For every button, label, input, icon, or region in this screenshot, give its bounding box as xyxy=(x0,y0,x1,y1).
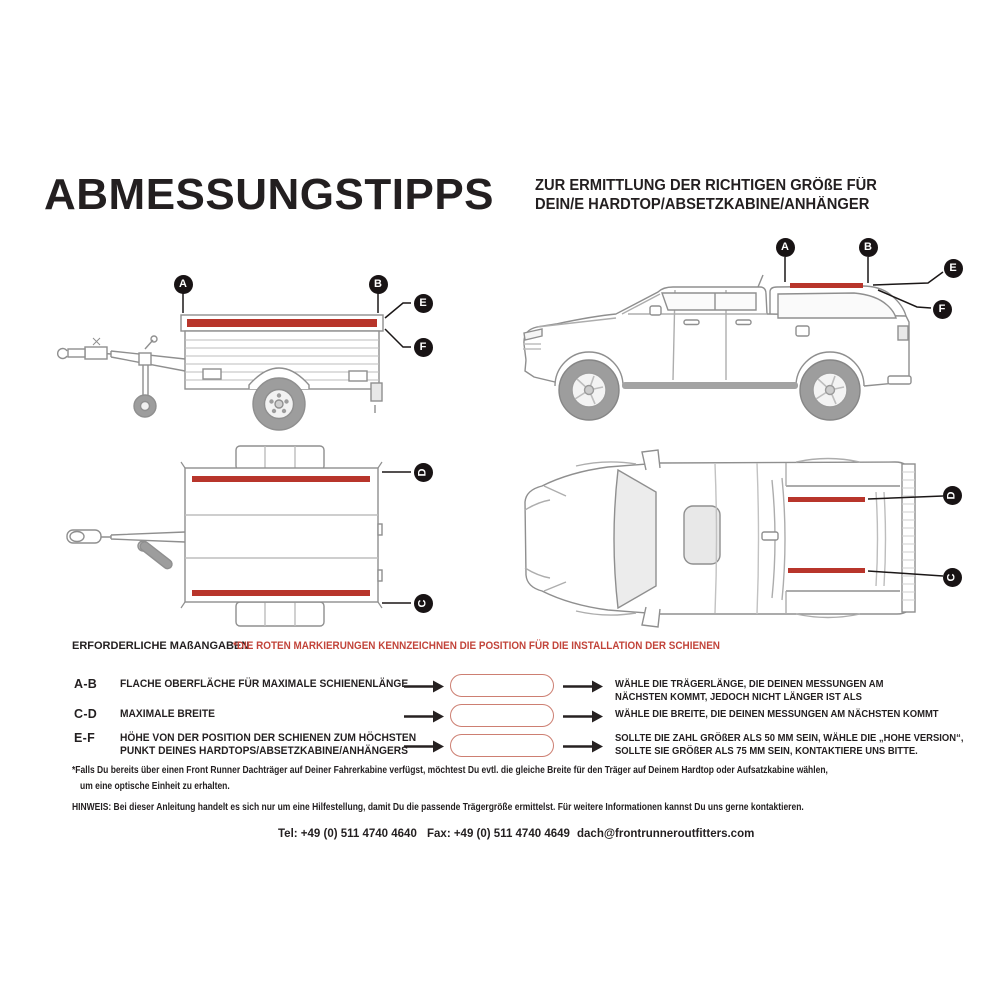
phone-number: Tel: +49 (0) 511 4740 4640 xyxy=(278,828,417,840)
marker-b xyxy=(369,275,388,294)
text-line: HÖHE VON DER POSITION DER SCHIENEN ZUM HÖCHSTEN xyxy=(120,732,417,744)
size-value-pill xyxy=(450,674,554,697)
marker-f xyxy=(933,300,952,319)
arrow-right-icon xyxy=(563,680,603,693)
subtitle-line-1: ZUR ERMITTLUNG DER RICHTIGEN GRÖßE FÜR xyxy=(535,177,877,194)
marker-letter: E xyxy=(949,261,957,274)
marker-letter: D xyxy=(945,491,958,499)
footnote-line-1: *Falls Du bereits über einen Front Runner Dachträger auf Deiner Fahrerkabine verfügst, möchtest Du evtl. die gleiche Breite für den Träger auf Deinem Hardtop oder Aufsatzkabine wählen, xyxy=(72,765,828,776)
marker-letter: B xyxy=(374,277,382,290)
measurements-section-header xyxy=(0,640,1000,656)
fax-number: Fax: +49 (0) 511 4740 4649 xyxy=(427,828,570,840)
footnote-line-2: um eine optische Einheit zu erhalten. xyxy=(80,781,230,792)
marker-letter: D xyxy=(416,468,429,476)
trailer-side-view-drawing xyxy=(55,255,475,440)
rail-position-stripe xyxy=(790,283,863,288)
text-line: NÄCHSTEN KOMMT, JEDOCH NICHT LÄNGER IST ALS xyxy=(615,691,862,703)
red-markings-note: *DIE ROTEN MARKIERUNGEN KENNZEICHNEN DIE POSITION FÜR DIE INSTALLATION DER SCHIENEN xyxy=(233,640,720,652)
marker-letter: B xyxy=(864,240,872,253)
text-line: WÄHLE DIE BREITE, DIE DEINEN MESSUNGEN AM NÄCHSTEN KOMMT xyxy=(615,708,939,720)
marker-a xyxy=(776,238,795,257)
marker-a xyxy=(174,275,193,294)
truck-side-view-drawing xyxy=(510,230,970,435)
arrow-right-icon xyxy=(404,740,444,753)
measurement-row-ab xyxy=(0,677,1000,707)
text-line: FLACHE OBERFLÄCHE FÜR MAXIMALE SCHIENENLÄNGE xyxy=(120,678,409,690)
rail-position-stripe xyxy=(192,476,370,482)
measurement-key: E-F xyxy=(74,731,96,745)
text-line: SOLLTE SIE GRÖßER ALS 75 MM SEIN, KONTAKTIERE UNS BITTE. xyxy=(615,745,918,757)
marker-c xyxy=(943,568,962,587)
measurement-result xyxy=(615,732,963,758)
arrow-right-icon xyxy=(404,680,444,693)
measurement-label xyxy=(120,732,416,758)
marker-letter: C xyxy=(416,599,429,607)
text-line: MAXIMALE BREITE xyxy=(120,708,215,720)
text-line: PUNKT DEINES HARDTOPS/ABSETZKABINE/ANHÄNGERS xyxy=(120,745,408,757)
trailer-top-view-drawing xyxy=(55,440,475,640)
required-measurements-label: ERFORDERLICHE MAßANGABEN xyxy=(72,640,250,652)
marker-letter: F xyxy=(419,340,427,353)
rail-position-stripe xyxy=(788,497,865,502)
hinweis-note: HINWEIS: Bei dieser Anleitung handelt es sich nur um eine Hilfestellung, damit Du die passende Trägergröße ermittelst. Für weitere Informationen kannst Du uns gerne kontaktieren. xyxy=(72,802,804,813)
marker-letter: C xyxy=(945,573,958,581)
marker-b xyxy=(859,238,878,257)
marker-letter: A xyxy=(179,277,187,290)
rail-position-stripe xyxy=(187,319,377,327)
page-subtitle xyxy=(535,176,895,214)
rail-position-stripe xyxy=(192,590,370,596)
marker-f xyxy=(414,338,433,357)
measurement-key: A-B xyxy=(74,677,98,691)
email-address: dach@frontrunneroutfitters.com xyxy=(577,828,755,840)
page-title: ABMESSUNGSTIPPS xyxy=(44,170,495,219)
marker-e xyxy=(944,259,963,278)
arrow-right-icon xyxy=(563,710,603,723)
marker-d xyxy=(943,486,962,505)
text-line: WÄHLE DIE TRÄGERLÄNGE, DIE DEINEN MESSUNGEN AM xyxy=(615,678,884,690)
measurement-row-ef xyxy=(0,731,1000,761)
measurement-label xyxy=(120,708,215,721)
marker-letter: F xyxy=(938,302,946,315)
measurement-result xyxy=(615,678,883,704)
marker-c xyxy=(414,594,433,613)
rail-position-stripe xyxy=(788,568,865,573)
marker-d xyxy=(414,463,433,482)
measurement-key: C-D xyxy=(74,707,98,721)
marker-letter: A xyxy=(781,240,789,253)
marker-e xyxy=(414,294,433,313)
measurement-label xyxy=(120,678,408,691)
truck-top-view-drawing xyxy=(510,440,970,635)
arrow-right-icon xyxy=(404,710,444,723)
arrow-right-icon xyxy=(563,740,603,753)
text-line: SOLLTE DIE ZAHL GRÖßER ALS 50 MM SEIN, WÄHLE DIE „HOHE VERSION“, xyxy=(615,732,964,744)
measurement-result xyxy=(615,708,939,721)
subtitle-line-2: DEIN/E HARDTOP/ABSETZKABINE/ANHÄNGER xyxy=(535,196,870,213)
marker-letter: E xyxy=(419,296,427,309)
size-value-pill xyxy=(450,704,554,727)
size-value-pill xyxy=(450,734,554,757)
